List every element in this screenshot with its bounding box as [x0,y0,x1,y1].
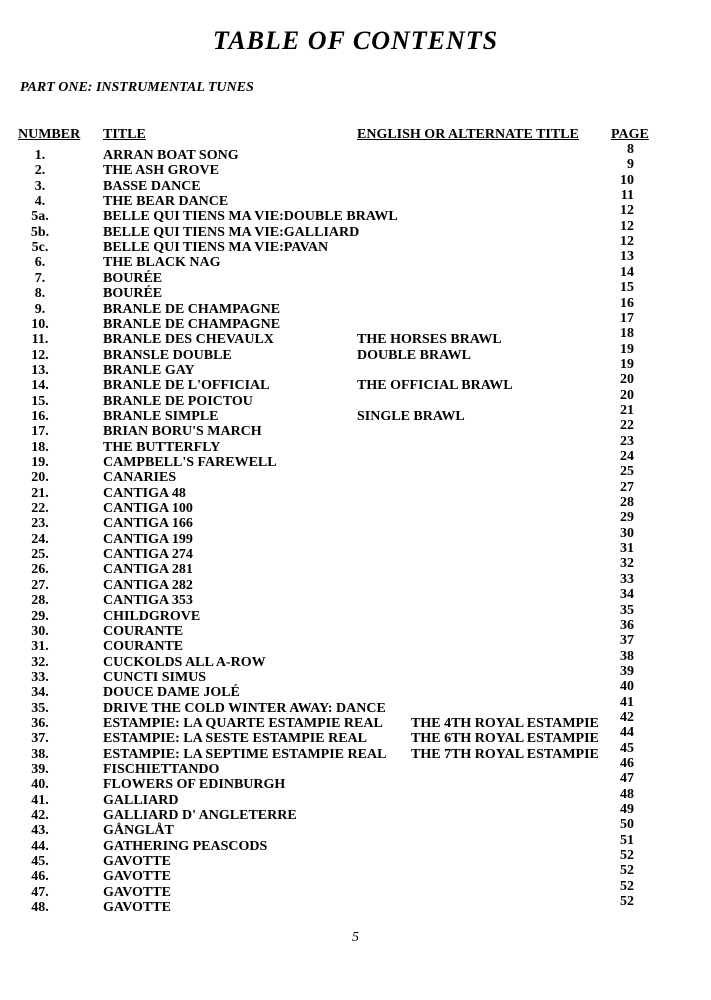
entry-number: 45. [31,854,49,870]
entry-title: CANARIES [103,470,177,486]
entry-page: 52 [620,894,634,910]
entry-title: BASSE DANCE [103,178,201,194]
entry-page: 29 [620,510,634,526]
entry-title: DRIVE THE COLD WINTER AWAY: DANCE [103,700,386,716]
entry-title: GATHERING PEASCODS [103,838,268,854]
entry-number: 6. [34,255,46,271]
entry-page: 23 [620,433,634,449]
entry-page: 20 [620,387,634,403]
entry-title: FISCHIETTANDO [103,762,220,777]
entry-title: ARRAN BOAT SONG [103,148,239,163]
entry-number: 40. [31,777,49,793]
entry-title: CANTIGA 48 [103,485,186,501]
entry-title: BRANSLE DOUBLE [103,347,232,363]
entry-number: 29. [31,608,49,624]
entry-title: BOURÉE [103,270,163,286]
entry-page: 17 [620,310,634,326]
entry-title: CANTIGA 274 [103,547,193,563]
entry-title: GAVOTTE [103,900,171,916]
entry-number: 2. [34,163,46,179]
entry-title: THE BEAR DANCE [103,194,229,210]
entry-title: CANTIGA 166 [103,516,193,532]
entry-number: 31. [31,639,49,655]
entry-title: CANTIGA 199 [103,531,193,547]
part-heading: PART ONE: INSTRUMENTAL TUNES [20,80,254,95]
entry-number: 44. [31,838,49,854]
entry-title: BRANLE GAY [103,362,195,378]
entry-page: 8 [627,142,634,157]
entry-page: 51 [620,832,634,848]
entry-title: THE BLACK NAG [103,255,221,271]
entry-title: GAVOTTE [103,884,171,900]
entry-title: BRIAN BORU'S MARCH [103,424,262,440]
entry-number: 22. [31,501,49,517]
entry-title: CUNCTI SIMUS [103,669,207,685]
entry-title: ESTAMPIE: LA SEPTIME ESTAMPIE REAL [103,746,387,762]
entry-page: 36 [620,617,634,633]
entry-title: BRANLE SIMPLE [103,408,219,424]
entry-number: 13. [31,362,49,378]
entry-page: 52 [620,878,634,894]
entry-number: 14. [31,378,49,394]
entry-title: GÅNGLÅT [103,823,174,839]
entry-number: 10. [31,316,49,332]
entry-alternate-title: THE HORSES BRAWL [357,332,502,348]
entry-number: 9. [34,301,46,317]
entry-page: 10 [620,172,634,188]
entry-number: 5b. [30,224,50,240]
entry-page: 39 [620,663,634,679]
entry-title: CANTIGA 100 [103,501,193,517]
entry-number: 18. [31,439,49,455]
entry-title: BRANLE DE CHAMPAGNE [103,301,281,317]
entry-title: CAMPBELL'S FAREWELL [103,455,277,470]
entry-number: 47. [31,884,49,900]
entry-page: 22 [620,418,634,434]
entry-number: 17. [31,424,49,440]
contents-row [0,894,711,916]
entry-title: CANTIGA 282 [103,577,193,593]
entry-number: 12. [31,347,49,363]
entry-number: 38. [31,746,49,762]
entry-title: ESTAMPIE: LA QUARTE ESTAMPIE REAL [103,715,383,731]
entry-title: BELLE QUI TIENS MA VIE:PAVAN [103,240,329,256]
entry-number: 32. [31,654,49,670]
entry-alternate-title: THE OFFICIAL BRAWL [357,378,513,394]
entry-page: 52 [620,848,634,864]
entry-page: 12 [620,234,634,250]
entry-page: 48 [620,786,634,802]
entry-page: 11 [620,188,634,204]
entry-title: BRANLE DES CHEVAULX [103,332,274,348]
entry-page: 33 [620,571,634,587]
entry-page: 45 [620,740,634,756]
entry-alternate-title: THE 4TH ROYAL ESTAMPIE [411,715,599,731]
entry-number: 19. [31,455,49,470]
entry-number: 33. [31,669,49,685]
entry-title: BRANLE DE POICTOU [103,393,253,409]
entry-number: 26. [31,562,49,578]
entry-number: 5c. [31,240,49,256]
entry-page: 15 [620,280,634,296]
entry-alternate-title: THE 6TH ROYAL ESTAMPIE [411,731,599,747]
entry-page: 35 [620,602,634,618]
entry-page: 49 [620,802,634,818]
entry-page: 19 [620,356,634,372]
entry-title: GAVOTTE [103,854,171,870]
entry-page: 12 [620,203,634,219]
entry-title: CUCKOLDS ALL A-ROW [103,654,266,670]
entry-alternate-title: SINGLE BRAWL [357,408,465,424]
entry-page: 38 [620,648,634,664]
entry-page: 14 [620,264,634,280]
entry-number: 8. [34,286,46,302]
entry-title: GALLIARD [103,792,179,808]
entry-title: DOUCE DAME JOLÉ [103,685,240,701]
entry-page: 32 [620,556,634,572]
entry-title: THE ASH GROVE [103,163,219,179]
entry-number: 42. [31,808,49,824]
entry-number: 30. [31,623,49,639]
entry-number: 7. [34,270,46,286]
entry-number: 11. [31,332,49,348]
entry-alternate-title: THE 7TH ROYAL ESTAMPIE [411,746,599,762]
entry-page: 16 [620,295,634,311]
entry-page: 25 [620,464,634,480]
entry-title: CHILDGROVE [103,608,201,624]
entry-page: 41 [620,694,634,710]
entry-title: FLOWERS OF EDINBURGH [103,777,286,793]
entry-page: 27 [620,479,634,495]
entry-page: 9 [627,157,634,173]
entry-number: 25. [31,547,49,563]
entry-page: 52 [620,863,634,879]
entry-number: 16. [31,408,49,424]
entry-number: 43. [31,823,49,839]
entry-number: 24. [31,531,49,547]
entry-number: 41. [31,792,49,808]
page-number: 5 [352,930,359,945]
entry-title: BOURÉE [103,286,163,302]
entry-page: 37 [620,633,634,649]
entry-number: 23. [31,516,49,532]
entry-title: CANTIGA 353 [103,593,193,609]
entry-number: 20. [31,470,49,486]
entry-number: 36. [31,715,49,731]
entry-title: ESTAMPIE: LA SESTE ESTAMPIE REAL [103,731,367,747]
entry-number: 48. [31,900,49,916]
entry-number: 37. [31,731,49,747]
entry-title: COURANTE [103,639,184,655]
entry-page: 31 [620,541,634,557]
entry-number: 35. [31,700,49,716]
column-header-number: NUMBER [18,127,81,142]
entry-number: 28. [31,593,49,609]
entry-number: 46. [31,869,49,885]
entry-number: 34. [31,685,49,701]
entry-page: 42 [620,709,634,725]
entry-title: BELLE QUI TIENS MA VIE:DOUBLE BRAWL [103,209,398,225]
entry-page: 28 [620,495,634,511]
entry-number: 15. [31,393,49,409]
entry-alternate-title: DOUBLE BRAWL [357,347,471,363]
entry-title: COURANTE [103,623,184,639]
entry-page: 46 [620,756,634,771]
entry-page: 24 [620,449,634,464]
entry-title: GAVOTTE [103,869,171,885]
entry-number: 3. [34,178,46,194]
entry-number: 27. [31,577,49,593]
entry-title: BELLE QUI TIENS MA VIE:GALLIARD [103,224,360,240]
entry-page: 19 [620,341,634,357]
entry-page: 21 [620,402,634,418]
entry-title: THE BUTTERFLY [103,439,221,455]
entry-page: 12 [620,218,634,234]
entry-title: BRANLE DE CHAMPAGNE [103,316,281,332]
entry-page: 40 [620,679,634,695]
entry-title: CANTIGA 281 [103,562,193,578]
entry-page: 34 [620,587,634,603]
column-header-page: PAGE [611,127,649,142]
entry-number: 21. [31,485,49,501]
entry-page: 18 [620,326,634,342]
entry-title: GALLIARD D' ANGLETERRE [103,808,297,824]
column-header-title: TITLE [103,127,146,142]
entry-page: 44 [620,725,634,741]
entry-page: 30 [620,525,634,541]
entry-number: 5a. [31,209,49,225]
entry-page: 13 [620,249,634,265]
column-header-alternate-title: ENGLISH OR ALTERNATE TITLE [357,127,579,142]
entry-page: 20 [620,372,634,388]
page-title: TABLE OF CONTENTS [212,26,499,55]
entry-title: BRANLE DE L'OFFICIAL [103,378,270,394]
entry-number: 39. [31,762,49,777]
entry-page: 47 [620,771,634,787]
entry-number: 4. [34,194,46,210]
entry-page: 50 [620,817,634,833]
entry-number: 1. [34,148,46,163]
